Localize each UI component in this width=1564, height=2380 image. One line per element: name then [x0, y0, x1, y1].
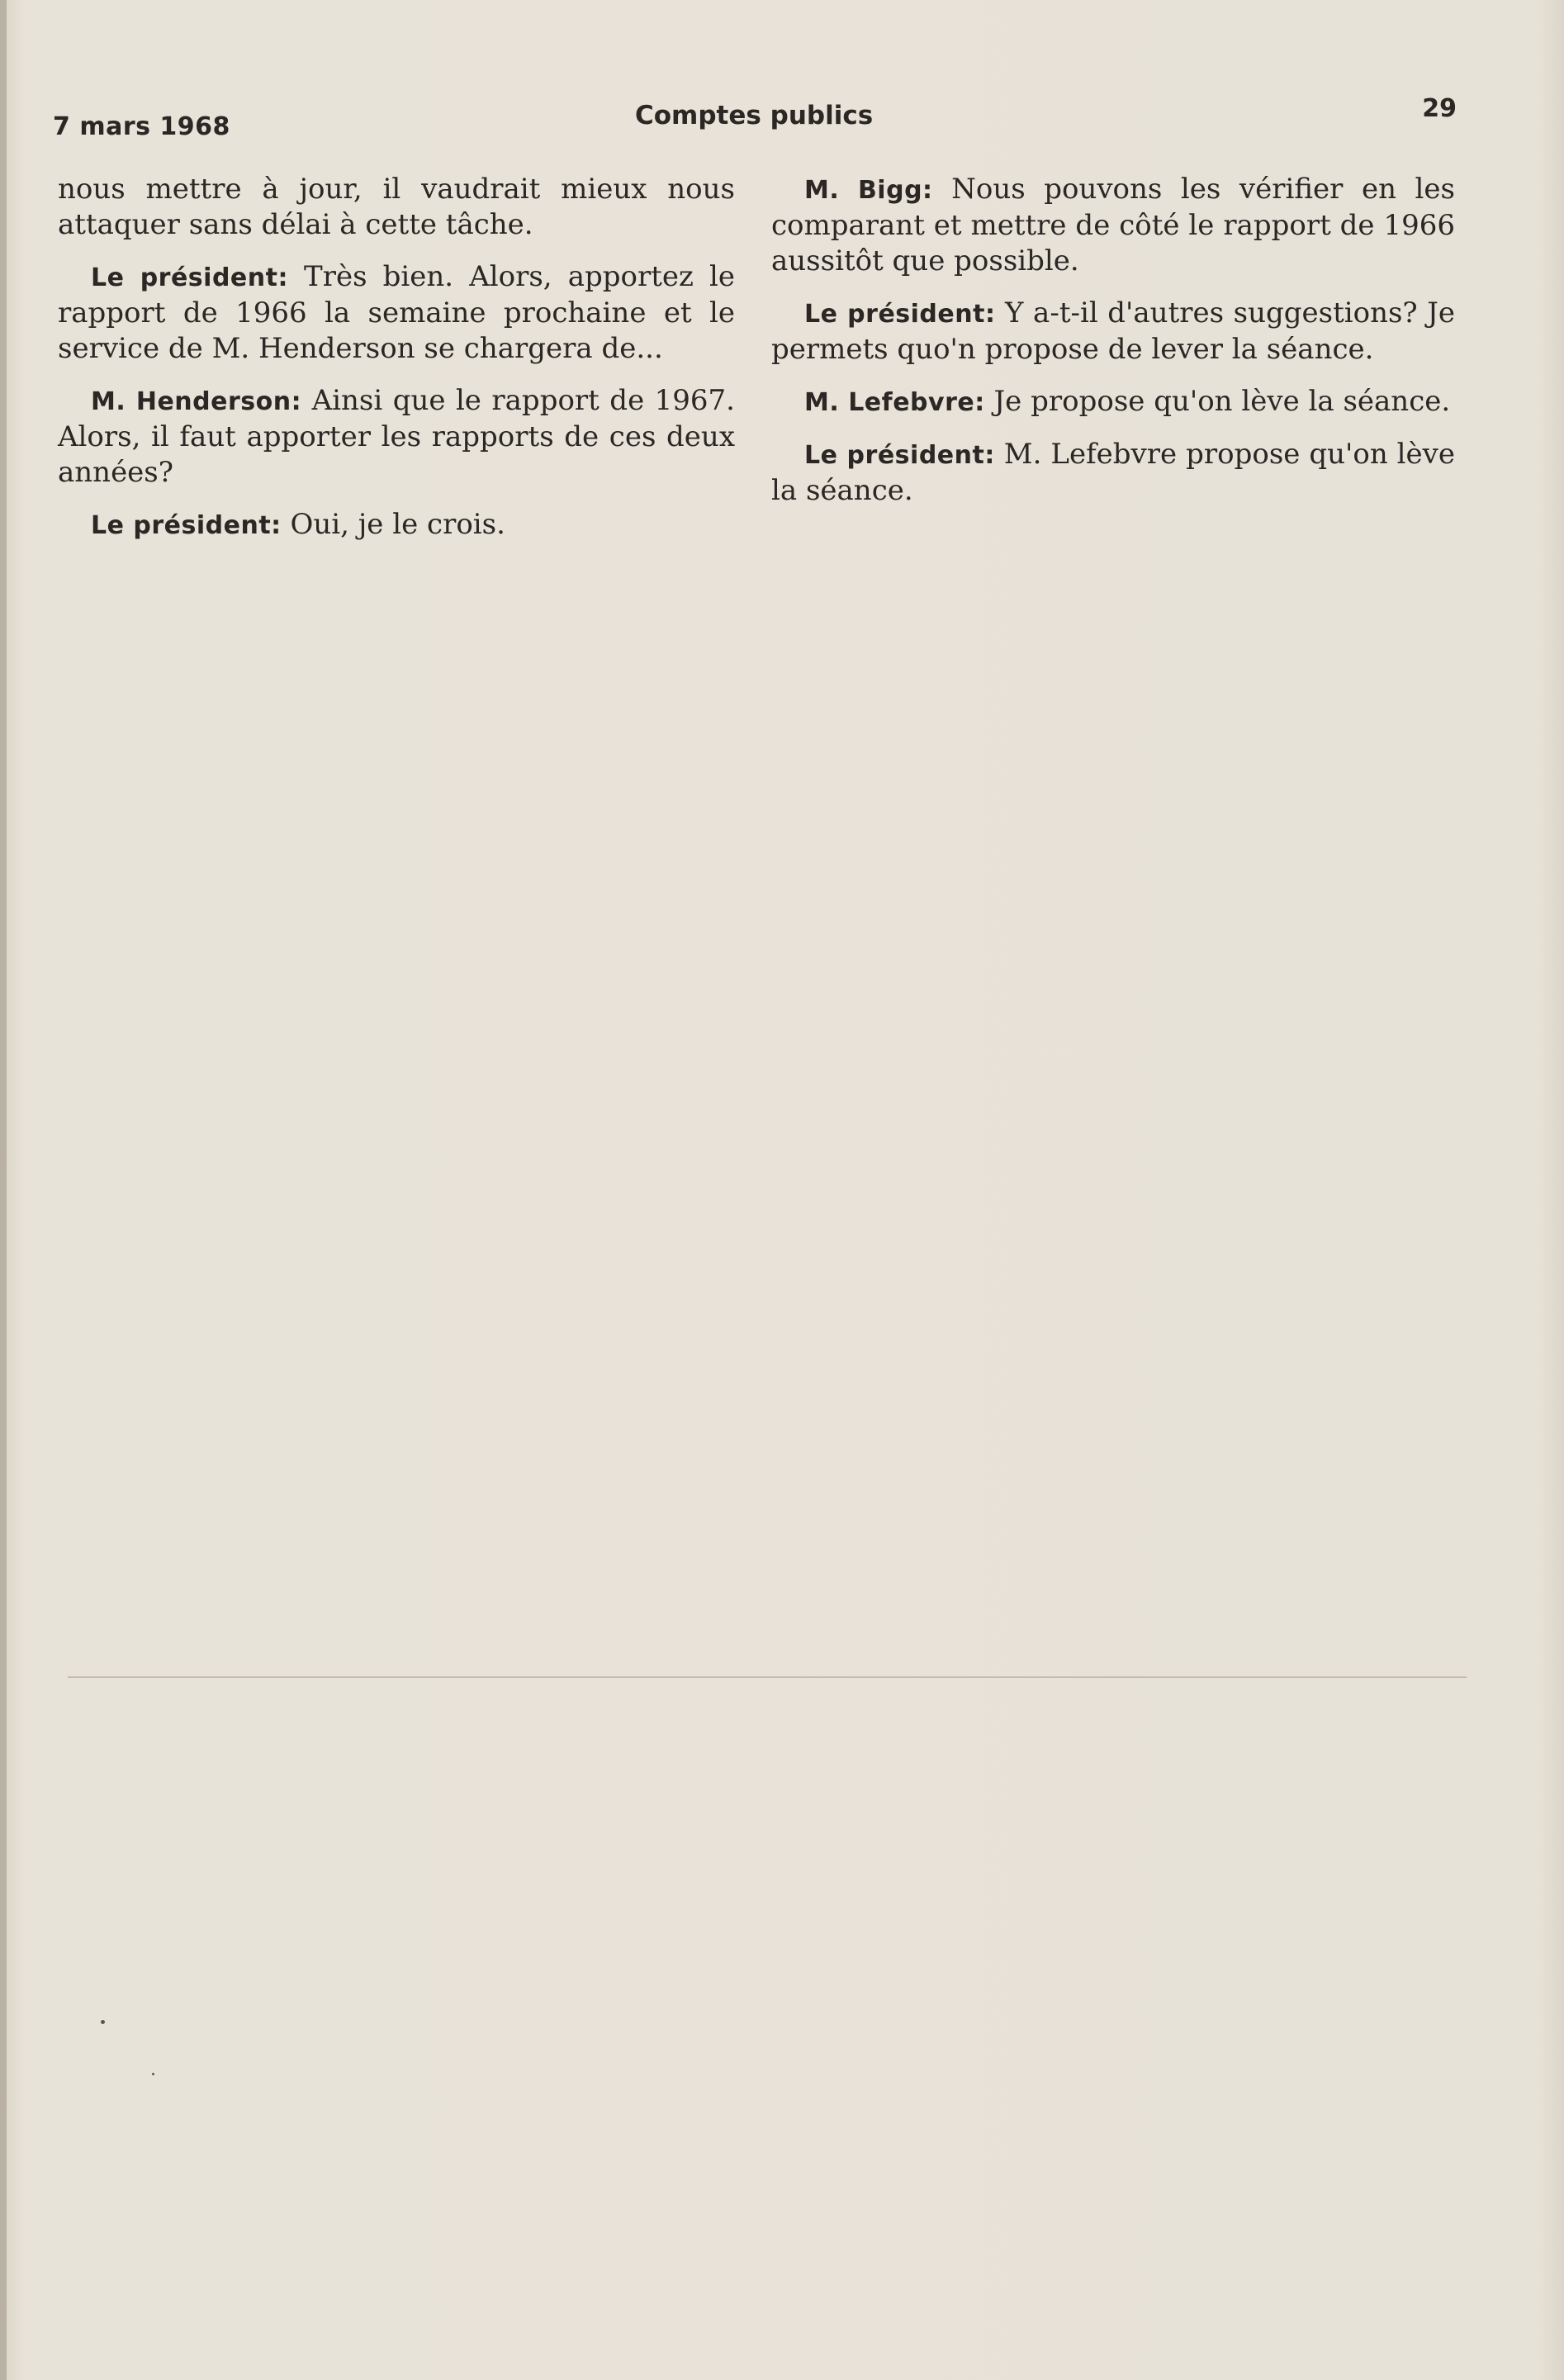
dialogue-paragraph	[771, 437, 1455, 509]
speaker-name: Le président:	[91, 511, 282, 540]
dialogue-paragraph	[58, 259, 735, 367]
speaker-name: Le président:	[804, 441, 995, 470]
speech-text: Y a-t-il d'autres suggestions? Je permets quo'n propose de lever la séance.	[771, 296, 1455, 366]
dust-speck	[152, 2073, 154, 2075]
right-column	[771, 172, 1455, 525]
speech-text: M. Lefebvre propose qu'on lève la séance.	[771, 438, 1456, 507]
header-date: 7 mars 1968	[53, 112, 230, 141]
dialogue-paragraph	[771, 384, 1455, 420]
continuation-paragraph: nous mettre à jour, il vaudrait mieux nous attaquer sans délai à cette tâche.	[58, 173, 735, 241]
left-column	[58, 172, 735, 560]
bottom-rule	[68, 1676, 1467, 1678]
running-header	[53, 91, 1457, 140]
speech-text: Très bien. Alors, apportez le rapport de 1966 la semaine prochaine et le service de M. Henderson se chargera de...	[58, 260, 735, 365]
speech-text: Ainsi que le rapport de 1967. Alors, il faut apporter les rapports de ces deux années?	[58, 384, 735, 489]
dialogue-paragraph	[771, 172, 1455, 279]
header-title: Comptes publics	[635, 101, 874, 130]
dust-speck	[101, 2020, 105, 2024]
speaker-name: M. Henderson:	[91, 387, 302, 416]
dialogue-paragraph	[771, 296, 1455, 367]
speaker-name: Le président:	[804, 300, 996, 329]
speaker-name: M. Lefebvre:	[804, 388, 985, 417]
page-edge	[0, 0, 7, 2380]
speaker-name: Le président:	[91, 263, 288, 292]
speech-text: Oui, je le crois.	[281, 508, 505, 541]
speech-text: Nous pouvons les vérifier en les comparant et mettre de côté le rapport de 1966 aussitôt que possible.	[771, 173, 1455, 277]
speaker-name: M. Bigg:	[804, 176, 933, 205]
dialogue-paragraph	[58, 507, 735, 543]
page-number: 29	[1422, 94, 1457, 123]
speech-text: Je propose qu'on lève la séance.	[984, 385, 1451, 418]
dialogue-paragraph	[58, 383, 735, 491]
